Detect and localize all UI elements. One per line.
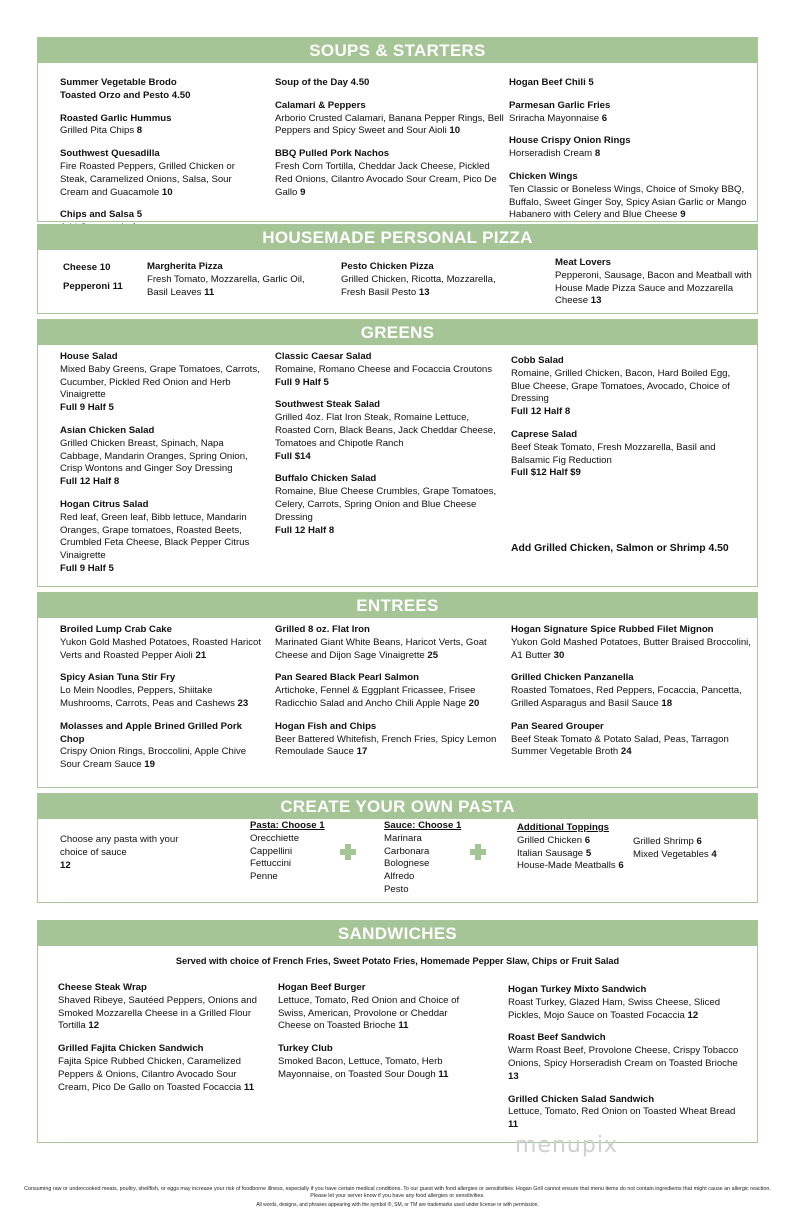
menu-item-price: Full $14	[275, 450, 311, 462]
menu-item-name: Roast Beef Sandwich	[508, 1032, 606, 1044]
menu-item	[511, 624, 751, 662]
menu-item-name: Turkey Club	[278, 1043, 333, 1055]
entrees-title: ENTREES	[38, 593, 757, 618]
topping-name: Grilled Shrimp	[633, 836, 697, 847]
menu-item	[341, 261, 516, 299]
menu-item	[58, 1043, 258, 1094]
soups-col-3	[509, 77, 749, 232]
menu-item-name: Soup of the Day 4.50	[275, 77, 370, 88]
menu-item-description: Roasted Tomatoes, Red Peppers, Focaccia, Pancetta, Grilled Asparagus and Basil Sauce	[511, 685, 742, 709]
menu-item-name: BBQ Pulled Pork Nachos	[275, 148, 390, 160]
menu-item-name: Hogan Turkey Mixto Sandwich	[508, 984, 647, 995]
footer-disclaimer	[20, 1186, 775, 1209]
menu-item-price: 21	[192, 649, 207, 661]
greens-section	[37, 319, 758, 587]
menu-item-name: Meat Lovers	[555, 257, 611, 268]
menu-item-price: 11	[201, 286, 215, 298]
menu-item-name: Broiled Lump Crab Cake	[60, 624, 172, 635]
menu-item-description: Fresh Corn Tortilla, Cheddar Jack Cheese, Pickled Red Onions, Cilantro Avocado Sour Cream, Pico De Gallo	[275, 160, 497, 198]
sandwiches-subtitle: Served with choice of French Fries, Sweet Potato Fries, Homemade Pepper Slaw, Chips or Fruit Salad	[175, 956, 620, 966]
menu-item-price: Full $12 Half $9	[511, 467, 581, 479]
menu-item-description: Yukon Gold Mashed Potatoes, Butter Braised Broccolini, A1 Butter	[511, 636, 751, 661]
pizza-pepperoni: Pepperoni 11	[63, 281, 123, 292]
menu-item-name: Parmesan Garlic Fries	[509, 99, 611, 111]
toppings-list-b	[633, 836, 753, 862]
menu-item	[275, 399, 505, 463]
menu-item-price: Full 9 Half 5	[60, 562, 114, 574]
menu-item-price: 20	[465, 697, 480, 709]
menu-item-name: Grilled Chicken Salad Sandwich	[508, 1093, 655, 1105]
plus-icon	[470, 844, 486, 860]
menu-item-price: 11	[508, 1119, 519, 1131]
menu-item-price: 18	[658, 697, 673, 709]
menu-item-price: Full 12 Half 8	[60, 476, 120, 488]
menu-item	[60, 113, 255, 139]
menu-item	[509, 77, 749, 90]
menu-item-price: 25	[424, 649, 439, 661]
entrees-section	[37, 592, 758, 788]
menu-item-name: Cheese Steak Wrap	[58, 982, 147, 993]
menu-item-description: Artichoke, Fennel & Eggplant Fricassee, Frisee Radicchio Salad and Ancho Chili Apple Nage	[275, 685, 476, 709]
watermark: menupix	[515, 1133, 618, 1158]
menu-item-name: Chips and Salsa 5	[60, 209, 143, 221]
menu-item-name: Chicken Wings	[509, 170, 578, 182]
menu-item	[275, 77, 505, 90]
sandwiches-title: SANDWICHES	[38, 921, 757, 946]
topping-price: 6	[618, 860, 624, 872]
topping-name: Mixed Vegetables	[633, 848, 712, 860]
menu-item	[508, 1094, 748, 1132]
topping-option	[517, 848, 637, 861]
menu-item	[275, 672, 505, 710]
menu-item-price: Full 12 Half 8	[511, 406, 571, 418]
pasta-title: CREATE YOUR OWN PASTA	[38, 794, 757, 819]
menu-item-description: Lo Mein Noodles, Peppers, Shiitake Mushrooms, Carrots, Peas and Cashews	[60, 685, 235, 709]
greens-col-3	[511, 355, 743, 490]
entrees-col-1	[60, 624, 265, 782]
menu-item	[60, 672, 265, 710]
menu-item-description: Marinated Giant White Beans, Haricot Verts, Goat Cheese and Dijon Sage Vinaigrette	[275, 636, 487, 661]
pasta-option: Orecchiette	[250, 832, 300, 844]
topping-price: 4	[711, 848, 717, 860]
menu-item-name: House Salad	[60, 351, 118, 362]
pizza-margherita	[147, 261, 322, 309]
menu-item-name: Hogan Fish and Chips	[275, 720, 377, 732]
pasta-intro-text: Choose any pasta with your choice of sauce	[60, 834, 179, 858]
menu-item-price: Full 9 Half 5	[60, 402, 114, 414]
menu-item-description: Roast Turkey, Glazed Ham, Swiss Cheese, Sliced Pickles, Mojo Sauce on Toasted Focaccia	[508, 996, 721, 1021]
menu-item-name: Classic Caesar Salad	[275, 351, 372, 362]
menu-item-price: 17	[353, 746, 368, 758]
menu-item	[147, 261, 322, 299]
menu-item-price: 8	[592, 148, 601, 160]
menu-item-description: Lettuce, Tomato, Red Onion on Toasted Wheat Bread	[508, 1106, 736, 1118]
menu-item-price: 30	[551, 649, 565, 661]
toppings-heading: Additional Toppings	[517, 822, 610, 833]
sauce-option: Marinara	[384, 832, 422, 844]
menu-item-price: 24	[618, 746, 632, 758]
menu-item-description: Fire Roasted Peppers, Grilled Chicken or Steak, Caramelized Onions, Salsa, Sour Cream and Guacamole	[60, 160, 235, 198]
menu-item-price: 11	[395, 1020, 409, 1032]
pasta-heading: Pasta: Choose 1	[250, 820, 325, 831]
menu-item	[278, 1043, 478, 1081]
pasta-intro	[60, 834, 185, 872]
menu-item-price: 10	[446, 125, 461, 137]
menu-item-description: Romaine, Grilled Chicken, Bacon, Hard Boiled Egg, Blue Cheese, Grape Tomatoes, Avocado, Choice of Dressing	[511, 367, 731, 405]
menu-item-name: Hogan Beef Burger	[278, 982, 366, 993]
menu-item	[511, 721, 751, 759]
sauce-option: Carbonara	[384, 845, 430, 857]
menu-item-name: Molasses and Apple Brined Grilled Pork Chop	[60, 720, 242, 745]
menu-item-description: Smoked Bacon, Lettuce, Tomato, Herb Mayonnaise, on Toasted Sour Dough	[278, 1055, 443, 1080]
menu-item-price: 12	[684, 1009, 699, 1021]
menu-item-description: Beer Battered Whitefish, French Fries, Spicy Lemon Remoulade Sauce	[275, 733, 497, 758]
menu-item-name: Roasted Garlic Hummus	[60, 112, 172, 124]
footer-line-1: Consuming raw or undercooked meats, poultry, shellfish, or eggs may increase your risk of foodborne illness, especially if you have certain medical conditions. To our guest with food allergies or sensitivities: Hogan Grill cannot ensure that menu items do not contain ingredients that might cause an allergic reaction. Please let your server know if you have any food allergies or sensitivities.	[24, 1186, 771, 1199]
pasta-section	[37, 793, 758, 903]
menu-item-name: Toasted Orzo and Pesto 4.50	[60, 89, 191, 101]
menu-item-price: 9	[677, 209, 686, 221]
menu-item-price: 13	[588, 295, 602, 307]
menu-item-description: Grilled Chicken, Ricotta, Mozzarella, Fresh Basil Pesto	[341, 273, 496, 298]
menu-item-description: Red leaf, Green leaf, Bibb lettuce, Mandarin Oranges, Grape tomatoes, Roasted Beets, Crumbled Feta Cheese, Black Pepper Citrus Vinaigrette	[60, 511, 250, 562]
menu-item-description: Ten Classic or Boneless Wings, Choice of Smoky BBQ, Buffalo, Sweet Ginger Soy, Spicy Asian Garlic or Mango Habanero with Celery and Blue Cheese	[509, 183, 747, 221]
menu-item-description: Yukon Gold Mashed Potatoes, Roasted Haricot Verts and Roasted Pepper Aioli	[60, 636, 262, 661]
menu-item	[275, 473, 505, 537]
menu-item	[275, 624, 505, 662]
menu-item	[60, 90, 255, 103]
menu-item	[511, 355, 743, 419]
pizza-pesto-chicken	[341, 261, 516, 309]
greens-add-protein: Add Grilled Chicken, Salmon or Shrimp 4.50	[511, 543, 729, 554]
menu-item-description: Lettuce, Tomato, Red Onion and Choice of Swiss, American, Provolone or Cheddar Cheese on Toasted Brioche	[278, 994, 460, 1032]
sandwiches-col-2	[278, 982, 478, 1092]
menu-item-description: Crispy Onion Rings, Broccolini, Apple Chive Sour Cream Sauce	[60, 746, 247, 771]
menu-item-description: Horseradish Cream	[509, 148, 593, 160]
menu-item	[60, 624, 265, 662]
menu-item-description: Warm Roast Beef, Provolone Cheese, Crispy Tobacco Onions, Spicy Horseradish Cream on Toasted Brioche	[508, 1045, 739, 1069]
menu-item-price: Full 12 Half 8	[275, 524, 335, 536]
menu-item-price: 12	[85, 1020, 100, 1032]
menu-item-price: 11	[241, 1081, 255, 1093]
menu-item	[60, 721, 265, 772]
sandwiches-section	[37, 920, 758, 1143]
pasta-option: Fettuccini	[250, 858, 292, 870]
menu-item-description: Romaine, Blue Cheese Crumbles, Grape Tomatoes, Celery, Carrots, Spring Onion and Blue Cheese Dressing	[275, 486, 497, 523]
menu-item-description: Arborio Crusted Calamari, Banana Pepper Rings, Bell Peppers and Spicy Sweet and Sour Aioli	[275, 112, 504, 137]
menu-item-description: Pepperoni, Sausage, Bacon and Meatball with House Made Pizza Sauce and Mozzarella Cheese	[555, 269, 752, 307]
pizza-title: HOUSEMADE PERSONAL PIZZA	[38, 225, 757, 250]
greens-col-1	[60, 351, 260, 586]
menu-item-name: Grilled 8 oz. Flat Iron	[275, 624, 370, 635]
menu-item-description: Grilled 4oz. Flat Iron Steak, Romaine Lettuce, Roasted Corn, Black Beans, Jack Cheddar Cheese, Tomatoes and Chipotle Ranch	[275, 412, 496, 449]
menu-item-price: 19	[141, 759, 155, 771]
topping-name: Italian Sausage	[517, 847, 586, 859]
toppings-list-a	[517, 822, 637, 873]
menu-item-name: Spicy Asian Tuna Stir Fry	[60, 672, 176, 684]
menu-item	[275, 351, 505, 389]
menu-item-description: Romaine, Romano Cheese and Focaccia Croutons	[275, 363, 493, 375]
menu-item-name: Margherita Pizza	[147, 261, 223, 272]
pasta-option: Penne	[250, 871, 278, 883]
menu-item-name: Pesto Chicken Pizza	[341, 261, 434, 272]
menu-item-name: Calamari & Peppers	[275, 99, 366, 111]
topping-option	[517, 860, 637, 873]
greens-col-2	[275, 351, 505, 547]
menu-item-price: 23	[234, 697, 249, 709]
menu-item	[511, 672, 751, 710]
pizza-cheese: Cheese 10	[63, 262, 111, 273]
menu-item	[511, 429, 743, 480]
menu-item-price: 9	[297, 186, 306, 198]
footer-line-2: All words, designs, and phrases appearing with the symbol ®, SM, or TM are trademarks used under license or with permission.	[256, 1202, 539, 1208]
menu-item	[60, 77, 255, 90]
menu-item	[278, 982, 478, 1033]
menu-item	[275, 100, 505, 138]
menu-item-name: House Crispy Onion Rings	[509, 135, 631, 147]
soups-col-2	[275, 77, 505, 209]
topping-option	[633, 849, 753, 862]
topping-price: 5	[585, 847, 592, 859]
menu-item	[58, 982, 258, 1033]
topping-name: House-Made Meatballs	[517, 860, 619, 872]
menu-item	[60, 499, 260, 576]
menu-item-name: Summer Vegetable Brodo	[60, 77, 177, 88]
menu-item-description: Sriracha Mayonnaise	[509, 112, 600, 124]
menu-item-name: Grilled Fajita Chicken Sandwich	[58, 1043, 204, 1055]
soups-col-1	[60, 77, 255, 245]
menu-item	[509, 135, 749, 161]
topping-name: Grilled Chicken	[517, 834, 585, 846]
menu-item-name: Hogan Beef Chili 5	[509, 77, 594, 88]
menu-item-price: 6	[599, 112, 608, 124]
entrees-col-3	[511, 624, 751, 769]
menu-item	[60, 148, 255, 199]
menu-item-price: 8	[134, 125, 143, 137]
menu-item-description: Beef Steak Tomato, Fresh Mozzarella, Basil and Balsamic Fig Reduction	[511, 441, 716, 466]
topping-option	[633, 836, 753, 849]
menu-item-description: Grilled Pita Chips	[60, 125, 135, 137]
menu-item-price: 13	[416, 286, 430, 298]
pasta-option: Cappellini	[250, 845, 293, 857]
menu-item	[60, 425, 260, 489]
sauce-heading: Sauce: Choose 1	[384, 820, 462, 831]
sandwiches-col-3	[508, 984, 748, 1142]
pizza-meat-lovers	[555, 257, 755, 318]
menu-item	[508, 1032, 748, 1083]
pizza-section	[37, 224, 758, 314]
sandwiches-col-1	[58, 982, 258, 1104]
menu-item-description: Grilled Chicken Breast, Spinach, Napa Cabbage, Mandarin Oranges, Spring Onion, Crisp Wontons and Ginger Soy Dressing	[60, 437, 248, 475]
greens-title: GREENS	[38, 320, 757, 345]
menu-item-name: Southwest Steak Salad	[275, 399, 381, 411]
menu-item-name: Asian Chicken Salad	[60, 424, 155, 436]
menu-item-price: 11	[435, 1068, 449, 1080]
sauce-option: Pesto	[384, 883, 409, 895]
menu-item-price: Full 9 Half 5	[275, 376, 329, 388]
menu-item-description: Fajita Spice Rubbed Chicken, Caramelized Peppers & Onions, Cilantro Avocado Sour Cream, Pico De Gallo on Toasted Focaccia	[58, 1055, 242, 1093]
menu-item-description: Shaved Ribeye, Sautéed Peppers, Onions and Smoked Mozzarella Cheese in a Grilled Flour Tortilla	[58, 994, 257, 1032]
plus-icon	[340, 844, 356, 860]
menu-item-description: Fresh Tomato, Mozzarella, Garlic Oil, Basil Leaves	[147, 273, 305, 298]
topping-option	[517, 835, 637, 848]
menu-item-name: Pan Seared Grouper	[511, 720, 604, 732]
sauce-option: Alfredo	[384, 871, 415, 883]
topping-price: 6	[584, 834, 591, 846]
soups-title: SOUPS & STARTERS	[38, 38, 757, 63]
menu-item-name: Hogan Signature Spice Rubbed Filet Mignon	[511, 624, 714, 635]
menu-item	[275, 721, 505, 759]
menu-item-name: Cobb Salad	[511, 355, 564, 366]
sauce-choices	[384, 820, 484, 897]
menu-item-description: Mixed Baby Greens, Grape Tomatoes, Carrots, Cucumber, Pickled Red Onion and Herb Vinaigrette	[60, 363, 260, 401]
pasta-choices	[250, 820, 350, 884]
pasta-intro-price: 12	[60, 859, 71, 871]
menu-item	[275, 148, 505, 199]
menu-item-name: Grilled Chicken Panzanella	[511, 672, 634, 684]
menu-item-name: Pan Seared Black Pearl Salmon	[275, 672, 419, 684]
menu-item-description: Beef Steak Tomato & Potato Salad, Peas, Tarragon Summer Vegetable Broth	[511, 733, 729, 758]
soups-section	[37, 37, 758, 222]
menu-item	[60, 351, 260, 415]
topping-price: 6	[696, 836, 702, 847]
menu-item-price: 10	[159, 186, 173, 198]
menu-item-name: Buffalo Chicken Salad	[275, 473, 377, 485]
menu-item	[508, 984, 748, 1022]
menu-item-price: 13	[508, 1070, 519, 1082]
menu-item-name: Hogan Citrus Salad	[60, 498, 149, 510]
menu-item-name: Southwest Quesadilla	[60, 148, 160, 160]
menu-item	[509, 171, 749, 222]
entrees-col-2	[275, 624, 505, 769]
menu-item-name: Caprese Salad	[511, 428, 578, 440]
menu-item	[509, 100, 749, 126]
sauce-option: Bolognese	[384, 858, 430, 870]
menu-item	[555, 257, 755, 308]
